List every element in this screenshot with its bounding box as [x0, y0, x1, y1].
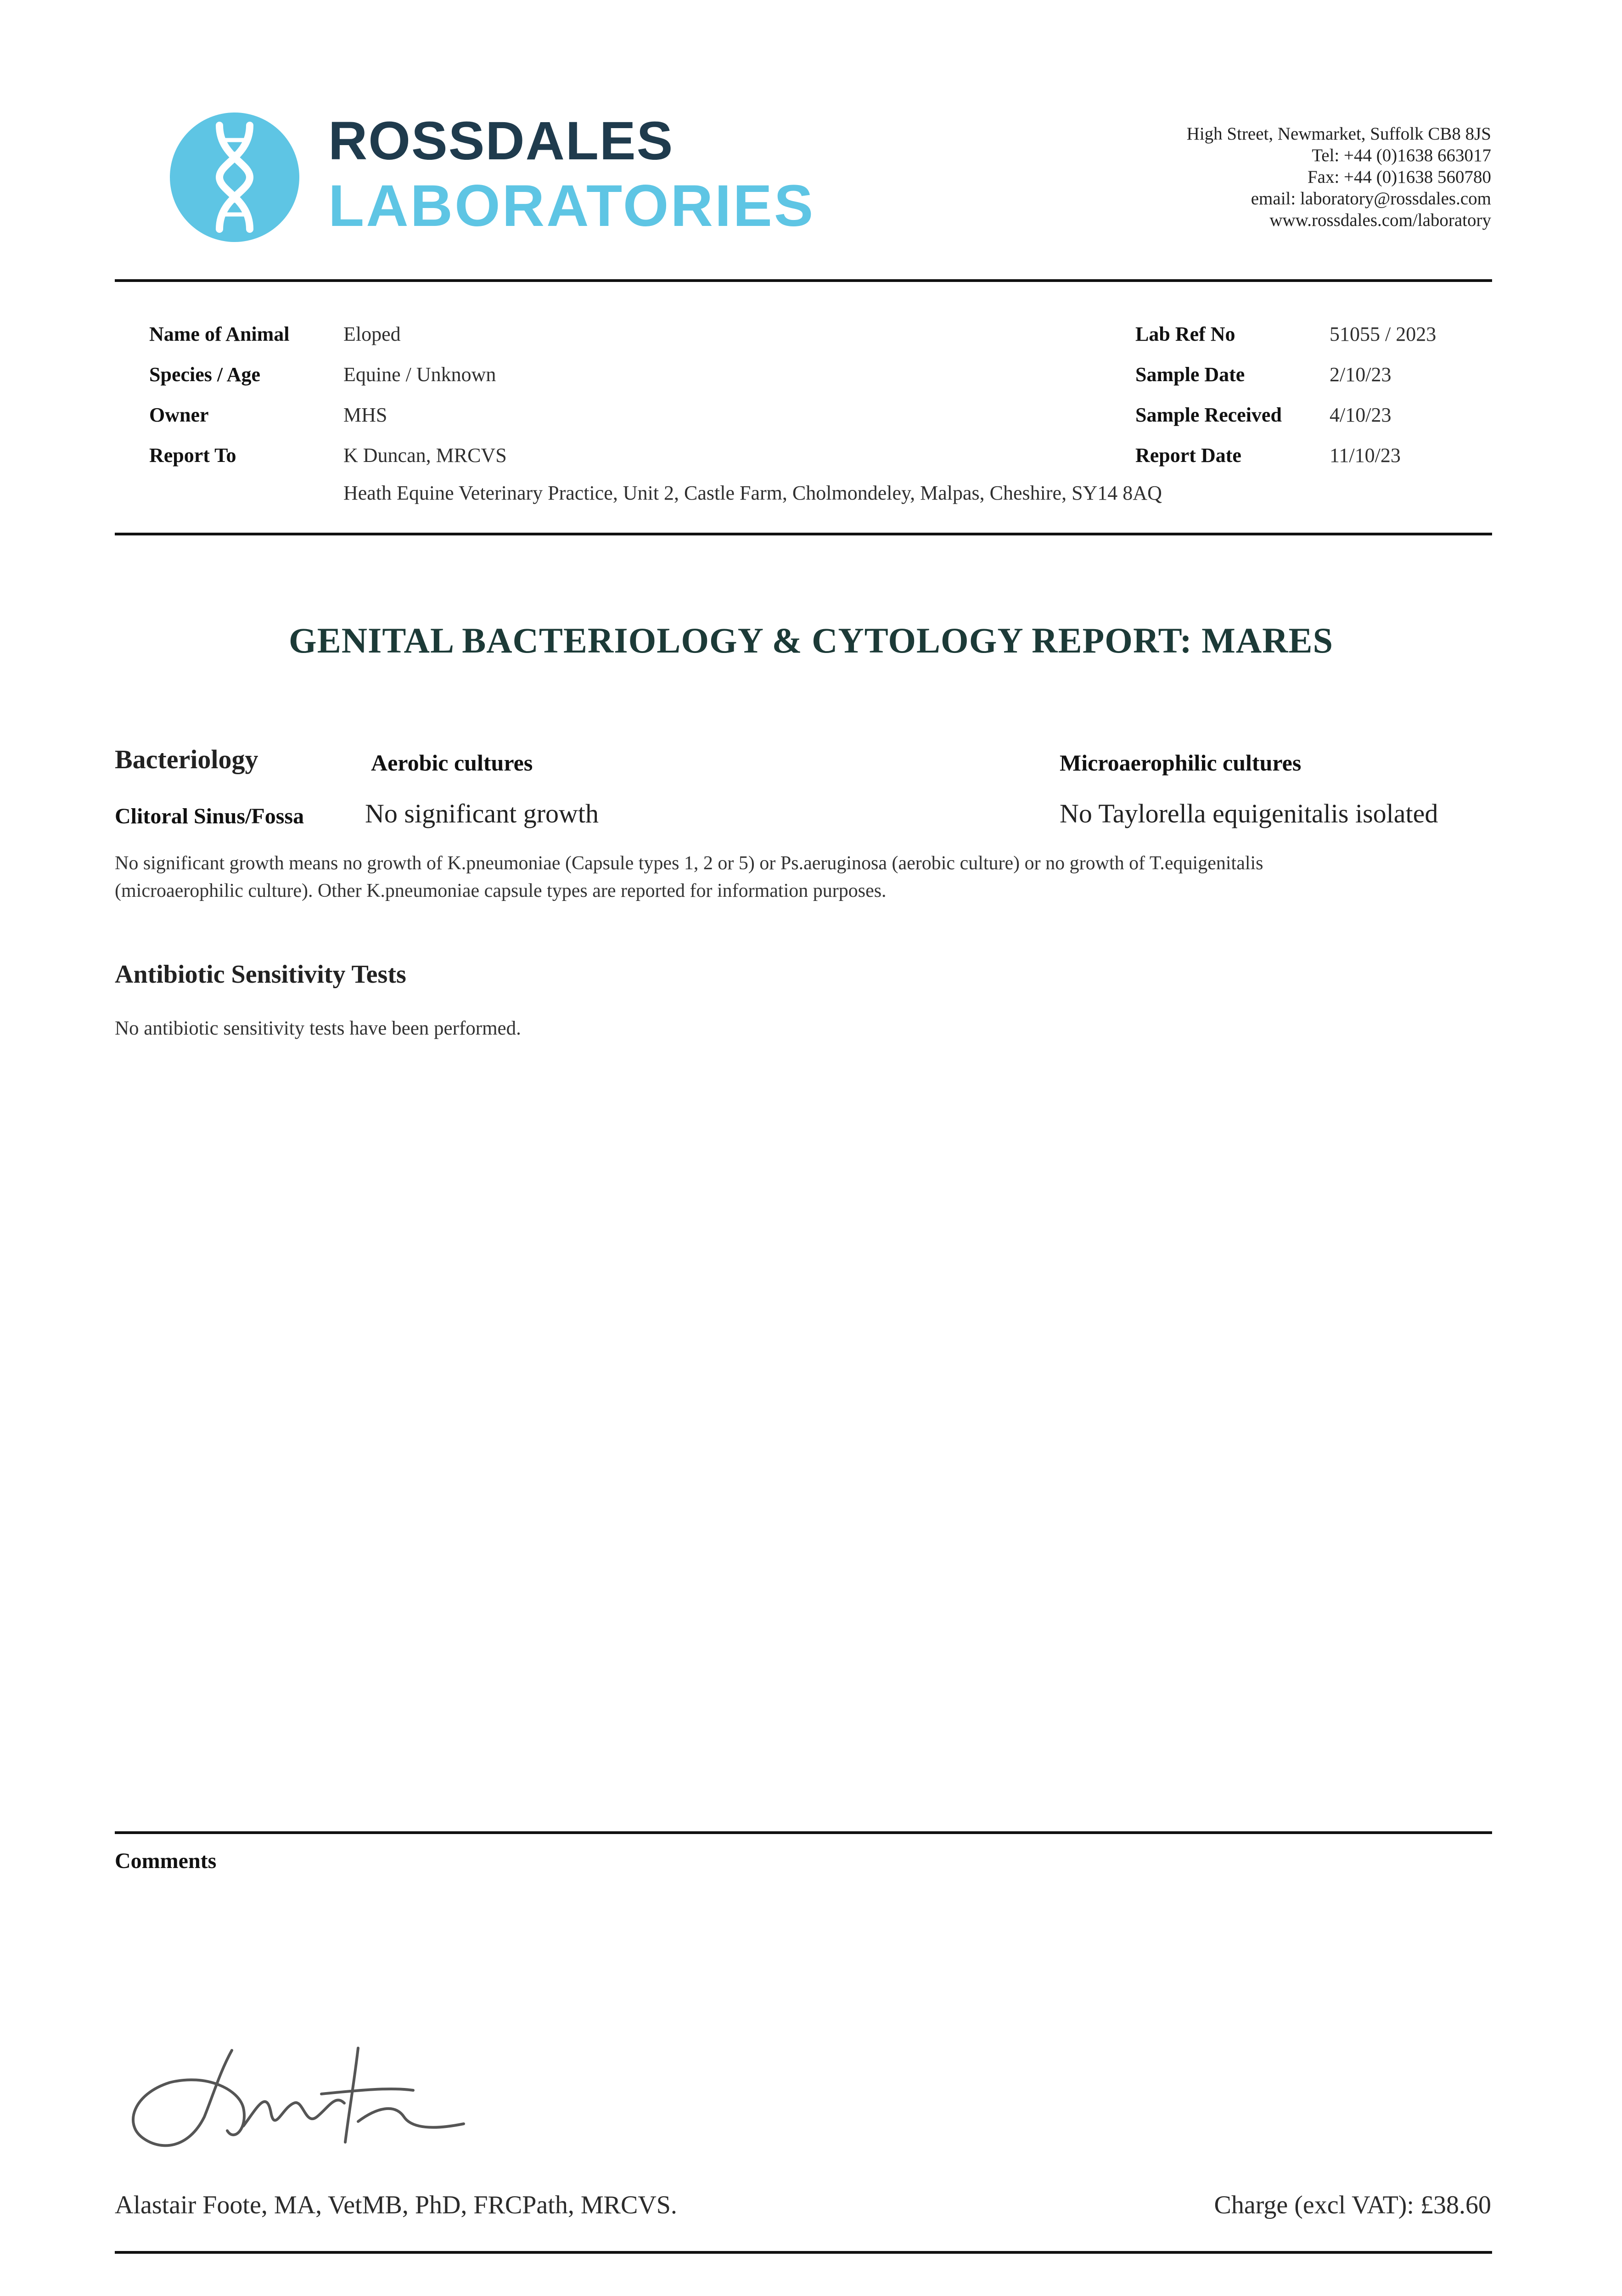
bacteriology-heading: Bacteriology [115, 744, 258, 774]
comments-divider [115, 1831, 1492, 1834]
species-label: Species / Age [149, 363, 260, 386]
comments-label: Comments [115, 1849, 217, 1873]
info-divider [115, 533, 1492, 535]
report-title: GENITAL BACTERIOLOGY & CYTOLOGY REPORT: MARES [289, 620, 1333, 660]
report-date-value: 11/10/23 [1330, 444, 1401, 467]
contact-block [1187, 123, 1491, 231]
sample-received-label: Sample Received [1135, 404, 1282, 426]
name-label: Name of Animal [149, 323, 290, 345]
footer-divider [115, 2251, 1492, 2254]
microaerophilic-result: No Taylorella equigenitalis isolated [1060, 799, 1438, 828]
charge-value: £38.60 [1420, 2191, 1491, 2219]
lab-ref-label: Lab Ref No [1135, 323, 1235, 345]
species-value: Equine / Unknown [343, 363, 496, 386]
report-to-label: Report To [149, 444, 236, 467]
owner-value: MHS [343, 404, 387, 426]
contact-email: email: laboratory@rossdales.com [1251, 189, 1491, 208]
contact-address: High Street, Newmarket, Suffolk CB8 8JS [1186, 124, 1491, 144]
contact-website: www.rossdales.com/laboratory [1269, 210, 1491, 230]
ast-heading: Antibiotic Sensitivity Tests [115, 960, 406, 989]
microaerophilic-heading: Microaerophilic cultures [1060, 750, 1302, 776]
report-date-label: Report Date [1135, 444, 1241, 467]
sample-received-value: 4/10/23 [1330, 404, 1392, 426]
sample-date-label: Sample Date [1135, 363, 1245, 386]
bacteriology-note [115, 850, 1497, 905]
report-to-address: Heath Equine Veterinary Practice, Unit 2, Castle Farm, Cholmondeley, Malpas, Cheshire, SY14 8AQ [343, 482, 1162, 504]
aerobic-heading: Aerobic cultures [371, 750, 533, 776]
aerobic-result: No significant growth [365, 799, 599, 828]
dna-helix-icon [170, 113, 299, 242]
sample-date-value: 2/10/23 [1330, 363, 1392, 386]
charge-label: Charge (excl VAT): [1214, 2191, 1414, 2219]
lab-ref-value: 51055 / 2023 [1330, 323, 1437, 345]
name-value: Eloped [343, 323, 401, 345]
note-line: No significant growth means no growth of K.pneumoniae (Capsule types 1, 2 or 5) or Ps.aeruginosa (aerobic culture) or no growth of T.equigenitalis [115, 853, 1263, 874]
sample-site-label: Clitoral Sinus/Fossa [115, 804, 304, 828]
charge [1214, 2190, 1491, 2220]
note-line: (microaerophilic culture). Other K.pneumoniae capsule types are reported for information purposes. [115, 880, 887, 901]
logo-subtitle: LABORATORIES [328, 173, 815, 239]
report-to-value: K Duncan, MRCVS [343, 444, 507, 467]
contact-tel: Tel: +44 (0)1638 663017 [1312, 146, 1491, 165]
signature [119, 2039, 473, 2163]
owner-label: Owner [149, 404, 209, 426]
ast-text: No antibiotic sensitivity tests have been performed. [115, 1018, 521, 1039]
header-divider [115, 279, 1492, 282]
contact-fax: Fax: +44 (0)1638 560780 [1307, 167, 1491, 187]
logo-name: ROSSDALES [328, 111, 674, 171]
signatory: Alastair Foote, MA, VetMB, PhD, FRCPath, MRCVS. [115, 2191, 677, 2219]
